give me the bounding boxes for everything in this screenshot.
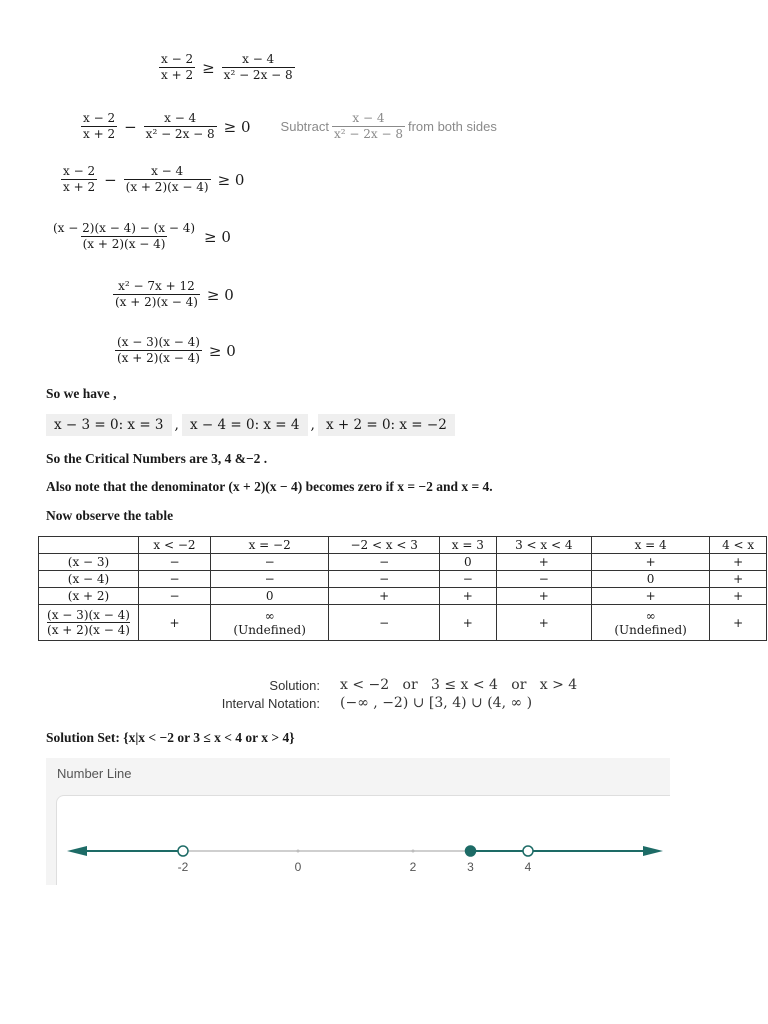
- fraction: $\frac{x - 2}{x + 2}$: [63, 164, 96, 194]
- table-cell: ∞ (Undefined): [591, 605, 709, 641]
- table-cell: +: [440, 605, 497, 641]
- closed-point: [466, 846, 476, 856]
- table-cell: −: [210, 571, 328, 588]
- row-label: (x + 2): [39, 588, 139, 605]
- solution-value: x < −2 or 3 ≤ x < 4 or x > 4: [340, 677, 578, 693]
- table-cell: −: [139, 554, 211, 571]
- tick-mark: [412, 850, 415, 853]
- so-we-have-text: So we have ,: [46, 386, 117, 401]
- table-header: x = 4: [591, 537, 709, 554]
- table-cell: +: [139, 605, 211, 641]
- number-line-canvas: [56, 795, 670, 885]
- solution-label: Solution:: [269, 677, 320, 693]
- open-point: [178, 846, 188, 856]
- row-label: (x − 4): [39, 571, 139, 588]
- table-cell: −: [329, 554, 440, 571]
- observe-table-text: Now observe the table: [46, 508, 174, 523]
- number-line: [57, 796, 671, 886]
- tick-label: 3: [467, 860, 474, 874]
- fraction: $\frac{x - 2}{x + 2}$: [161, 52, 194, 82]
- table-cell: 0: [440, 554, 497, 571]
- table-header: x = 3: [440, 537, 497, 554]
- table-header: x < −2: [139, 537, 211, 554]
- table-cell: +: [591, 554, 709, 571]
- table-cell: +: [710, 588, 767, 605]
- critical-numbers-text: So the Critical Numbers are 3, 4 &−2 .: [46, 451, 268, 466]
- table-header: 4 < x: [710, 537, 767, 554]
- fraction: $\frac{x - 2}{x + 2}$: [83, 111, 116, 141]
- table-cell: −: [329, 571, 440, 588]
- table-row: [39, 588, 767, 605]
- tick-label: 0: [294, 860, 302, 874]
- critical-equations: x − 3 = 0: x = 3 , x − 4 = 0: x = 4 , x + 2 = 0: x = −2: [46, 414, 455, 436]
- equation-step-4: $\frac{(x - 2)(x - 4) - (x - 4)}{(x + 2)(x - 4)}$ ≥ 0: [53, 221, 231, 251]
- table-cell: +: [329, 588, 440, 605]
- table-cell: +: [496, 605, 591, 641]
- solution-block: [200, 676, 580, 712]
- fraction: $\frac{x - 4}{\text{x² − 2x − 8}}$: [223, 52, 293, 82]
- left-arrow-icon: [67, 846, 87, 856]
- fraction: $\frac{x - 4}{(x + 2)(x - 4)}$: [125, 164, 209, 194]
- table-cell: +: [710, 605, 767, 641]
- number-line-title: Number Line: [57, 766, 132, 781]
- table-cell: +: [591, 588, 709, 605]
- table-cell: +: [440, 588, 497, 605]
- right-arrow-icon: [643, 846, 663, 856]
- table-header-row: [39, 537, 767, 554]
- table-cell: +: [710, 571, 767, 588]
- table-cell: −: [329, 605, 440, 641]
- tick-label: -2: [177, 860, 189, 874]
- table-header: [39, 537, 139, 554]
- number-line-panel: [46, 758, 670, 885]
- critical-equation: x + 2 = 0: x = −2: [318, 414, 455, 436]
- table-cell: −: [440, 571, 497, 588]
- solution-line: [200, 676, 580, 694]
- equation-step-2: $\frac{x - 2}{x + 2}$ − $\frac{x - 4}{\text{x² − 2x − 8}}$ ≥ 0 Subtract $\frac{x - 4}{\text{x² − 2x − 8}}$ from both sides: [83, 111, 497, 141]
- row-label: [39, 605, 139, 641]
- interval-label: Interval Notation:: [221, 695, 320, 711]
- solution-set-text: Solution Set: {x|x < −2 or 3 ≤ x < 4 or x > 4}: [46, 730, 295, 745]
- table-cell: −: [139, 588, 211, 605]
- table-cell: −: [139, 571, 211, 588]
- table-row: [39, 605, 767, 641]
- tick-mark: [297, 850, 300, 853]
- table-header: x = −2: [210, 537, 328, 554]
- equation-step-3: $\frac{x - 2}{x + 2}$ − $\frac{x - 4}{(x + 2)(x - 4)}$ ≥ 0: [63, 164, 245, 194]
- step-hint: Subtract $\frac{x - 4}{\text{x² − 2x − 8}}$ from both sides: [280, 111, 497, 141]
- equation-step-5: $\frac{\text{x² − 7x + 12}}{(x + 2)(x - 4)}$ ≥ 0: [115, 279, 234, 309]
- equation-step-6: $\frac{(x - 3)(x - 4)}{(x + 2)(x - 4)}$ ≥ 0: [117, 335, 236, 365]
- row-label: (x − 3): [39, 554, 139, 571]
- table-cell: +: [496, 588, 591, 605]
- table-header: 3 < x < 4: [496, 537, 591, 554]
- open-point: [523, 846, 533, 856]
- denominator-note-text: Also note that the denominator (x + 2)(x − 4) becomes zero if x = −2 and x = 4.: [46, 479, 493, 494]
- fraction: $\frac{\text{x² − 7x + 12}}{(x + 2)(x - 4)}$: [115, 279, 198, 309]
- table-cell: 0: [591, 571, 709, 588]
- table-cell: 0: [210, 588, 328, 605]
- table-cell: +: [710, 554, 767, 571]
- tick-label: 2: [409, 860, 417, 874]
- table-cell: ∞ (Undefined): [210, 605, 328, 641]
- sign-table: [38, 536, 767, 641]
- fraction: $\frac{(x - 3)(x - 4)}{(x + 2)(x - 4)}$: [117, 335, 200, 365]
- equation-step-1: $\frac{x - 2}{x + 2}$ ≥ $\frac{x - 4}{\text{x² − 2x − 8}}$: [161, 52, 293, 82]
- table-cell: +: [496, 554, 591, 571]
- table-header: −2 < x < 3: [329, 537, 440, 554]
- interval-value: (−∞ , −2) ∪ [3, 4) ∪ (4, ∞ ): [340, 695, 533, 711]
- fraction: $\frac{(x - 3)(x - 4)}{(x + 2)(x - 4)}$: [47, 608, 130, 637]
- fraction: $\frac{x - 4}{\text{x² − 2x − 8}}$: [333, 111, 403, 141]
- interval-line: [200, 694, 580, 712]
- table-row: [39, 571, 767, 588]
- table-cell: −: [496, 571, 591, 588]
- fraction: $\frac{x - 4}{\text{x² − 2x − 8}}$: [145, 111, 215, 141]
- fraction: $\frac{(x - 2)(x - 4) - (x - 4)}{(x + 2)(x - 4)}$: [53, 221, 196, 251]
- critical-equation: x − 3 = 0: x = 3: [46, 414, 172, 436]
- critical-equation: x − 4 = 0: x = 4: [182, 414, 308, 436]
- table-cell: −: [210, 554, 328, 571]
- tick-label: 4: [524, 860, 532, 874]
- table-row: [39, 554, 767, 571]
